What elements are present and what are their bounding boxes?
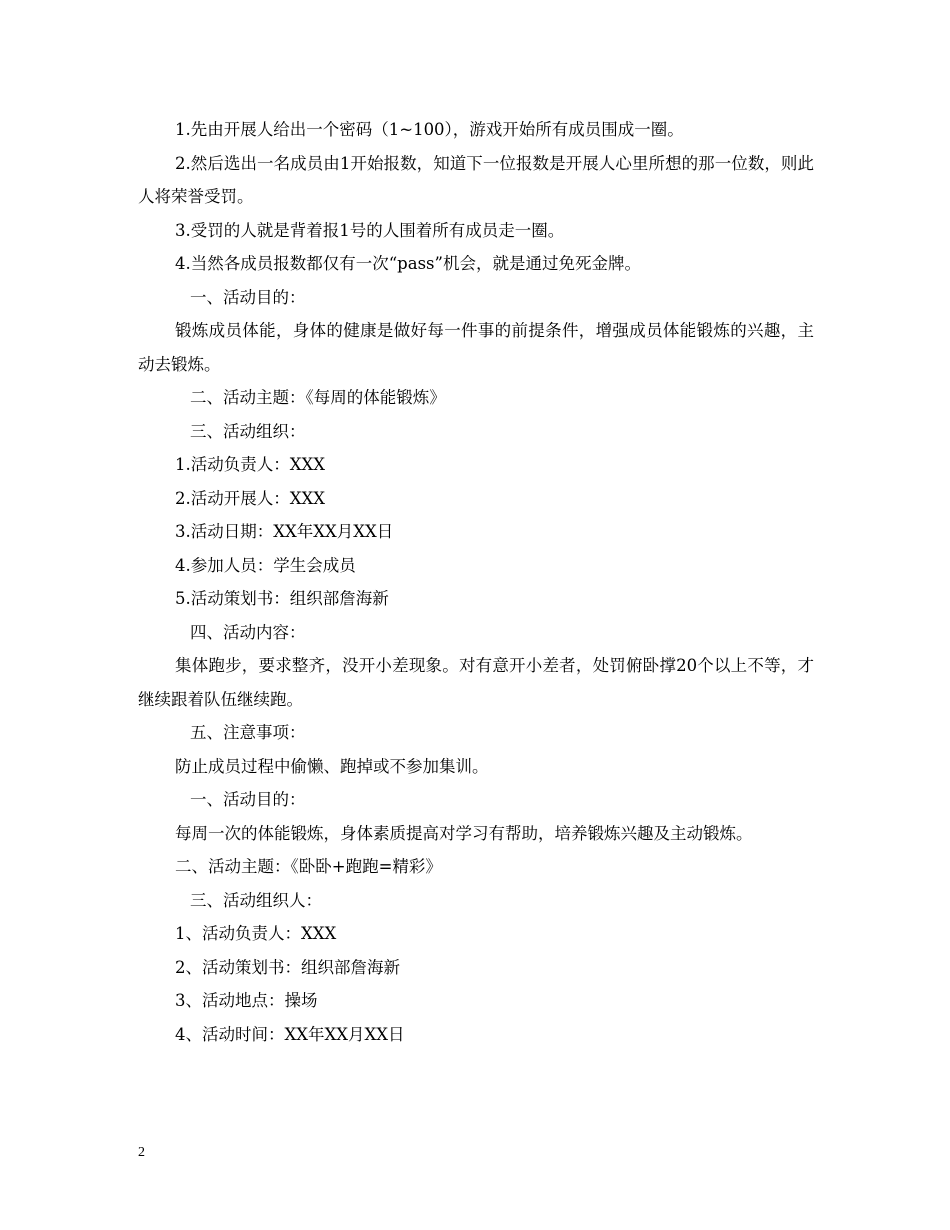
- section-heading: 一、活动目的：: [190, 287, 306, 307]
- page-number: 2: [138, 1145, 145, 1160]
- paragraph: 3.受罚的人就是背着报1号的人围着所有成员走一圈。: [175, 220, 565, 240]
- list-item: 4、活动时间：XX年XX月XX日: [175, 1024, 405, 1044]
- section-heading: 五、注意事项：: [190, 723, 306, 742]
- section-heading: 三、活动组织人：: [190, 890, 322, 910]
- paragraph: 锻炼成员体能，身体的健康是做好每一件事的前提条件，增强成员体能锻炼的兴趣，主动去锻炼。: [138, 321, 814, 374]
- list-item: 5.活动策划书：组织部詹海新: [175, 589, 389, 608]
- document-body: [138, 113, 814, 1051]
- list-item: 2.活动开展人：XXX: [175, 488, 325, 508]
- section-heading: 四、活动内容：: [190, 622, 306, 642]
- paragraph: 1.先由开展人给出一个密码（1~100），游戏开始所有成员围成一圈。: [175, 120, 684, 139]
- list-item: 2、活动策划书：组织部詹海新: [175, 957, 400, 977]
- paragraph: 每周一次的体能锻炼，身体素质提高对学习有帮助，培养锻炼兴趣及主动锻炼。: [175, 823, 753, 843]
- list-item: 1、活动负责人：XXX: [175, 924, 337, 943]
- paragraph: 集体跑步，要求整齐，没开小差现象。对有意开小差者，处罚俯卧撑20个以上不等，才继续跟着队伍继续跑。: [138, 656, 814, 709]
- section-heading: 一、活动目的：: [190, 790, 306, 809]
- paragraph: 2.然后选出一名成员由1开始报数，知道下一位报数是开展人心里所想的那一位数，则此人将荣誉受罚。: [138, 153, 814, 206]
- list-item: 1.活动负责人：XXX: [175, 455, 325, 474]
- section-heading: 二、活动主题：《每周的体能锻炼》: [190, 388, 446, 407]
- section-heading: 三、活动组织：: [190, 421, 306, 441]
- list-item: 3.活动日期：XX年XX月XX日: [175, 522, 394, 541]
- paragraph: 4.当然各成员报数都仅有一次“pass”机会，就是通过免死金牌。: [175, 254, 641, 273]
- list-item: 4.参加人员：学生会成员: [175, 555, 356, 575]
- section-heading: 二、活动主题：《卧卧+跑跑=精彩》: [175, 857, 442, 876]
- list-item: 3、活动地点：操场: [175, 991, 318, 1010]
- paragraph: 防止成员过程中偷懒、跑掉或不参加集训。: [175, 756, 489, 776]
